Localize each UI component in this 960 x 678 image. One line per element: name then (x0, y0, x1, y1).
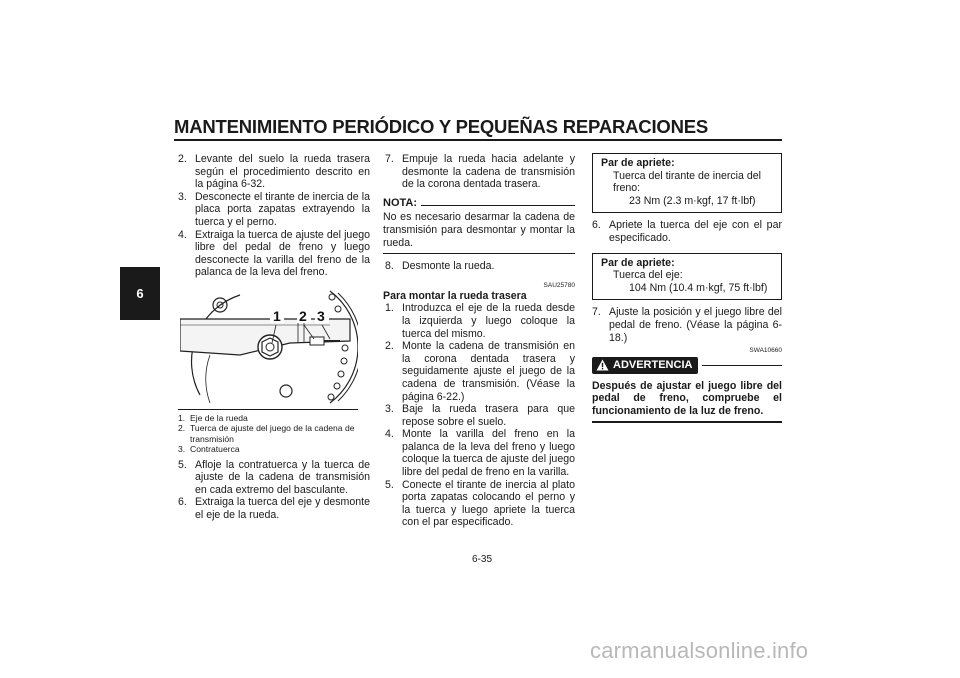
step-item (178, 496, 370, 521)
step-text: Baje la rueda trasera para que repose sobre el suelo. (402, 403, 575, 428)
torque-value: 23 Nm (2.3 m·kgf, 17 ft·lbf) (629, 194, 756, 207)
caption-number: 3. (178, 444, 186, 455)
step-number: 6. (592, 219, 601, 232)
step-text: Afloje la contratuerca y la tuerca de ajuste de la cadena de transmisión en cada extremo del basculante. (195, 458, 370, 496)
step-item (592, 306, 782, 344)
callout-2: 2 (299, 307, 307, 324)
warning-label: ADVERTENCIA (613, 359, 693, 372)
step-number: 2. (178, 153, 187, 165)
torque-description: Tuerca del tirante de inercia del freno: (613, 169, 762, 195)
torque-value: 104 Nm (10.4 m·kgf, 75 ft·lbf) (629, 281, 768, 294)
page-title: MANTENIMIENTO PERIÓDICO Y PEQUEÑAS REPARACIONES (174, 116, 709, 137)
step-text: Levante del suelo la rueda trasera según el procedimiento descrito en la página 6-32. (195, 153, 370, 191)
step-item (383, 153, 575, 191)
step-number: 4. (178, 228, 187, 241)
section-heading: Para montar la rueda trasera (383, 289, 527, 302)
note-header (383, 197, 575, 210)
step-text: Introduzca el eje de la rueda desde la izquierda y luego coloque la tuerca del mismo. (402, 302, 575, 340)
caption-text: Contratuerca (190, 444, 240, 455)
step-number: 1. (385, 302, 394, 315)
step-text: Extraiga la tuerca de ajuste del juego libre del pedal de freno y luego desconecte la varilla del freno de la palanca de la leva del freno. (195, 228, 370, 279)
step-text: Monte la varilla del freno en la palanca de la leva del freno y luego coloque la tuerca de ajuste del juego libre del pedal de freno en la varilla. (402, 428, 575, 479)
step-item (383, 479, 575, 529)
warning-code: SWA10660 (749, 347, 782, 355)
caption-number: 1. (178, 412, 186, 423)
callout-3: 3 (317, 307, 325, 324)
column-left (178, 153, 370, 522)
step-item (383, 302, 575, 340)
step-number: 4. (385, 428, 394, 441)
step-text: Empuje la rueda hacia adelante y desmonte la cadena de transmisión de la corona dentada trasera. (402, 153, 575, 191)
warning-header (592, 357, 782, 374)
step-number: 7. (592, 306, 601, 319)
step-item (383, 340, 575, 403)
caption-number: 2. (178, 423, 186, 434)
torque-spec-box (592, 153, 782, 213)
wheel-axle-diagram (180, 285, 358, 405)
step-item (383, 260, 575, 273)
step-item (592, 219, 782, 244)
step-number: 5. (178, 458, 187, 471)
figure-caption (178, 413, 370, 455)
column-middle (383, 153, 575, 529)
watermark: carmanualsonline.info (590, 638, 809, 663)
step-number: 6. (178, 496, 187, 509)
torque-label: Par de apriete: (601, 157, 675, 169)
warning-text: Después de ajustar el juego libre del pedal de freno, compruebe el funcionamiento de la luz de freno. (592, 379, 782, 417)
step-text: Ajuste la posición y el juego libre del pedal de freno. (Véase la página 6-18.) (609, 306, 782, 344)
step-item (178, 191, 370, 229)
step-number: 2. (385, 340, 394, 353)
step-text: Desconecte el tirante de inercia de la placa porta zapatas extrayendo la tuerca y el perno. (195, 190, 370, 228)
warning-triangle-icon (596, 359, 609, 371)
caption-text: Tuerca de ajuste del juego de la cadena de transmisión (190, 423, 355, 444)
section-code: SAU25780 (543, 281, 575, 289)
page-number: 6-35 (471, 554, 492, 565)
torque-description: Tuerca del eje: (613, 269, 683, 282)
step-item (383, 428, 575, 478)
warning-badge (592, 357, 698, 374)
step-number: 7. (385, 153, 394, 165)
step-item (178, 229, 370, 279)
figure-rule (178, 409, 358, 410)
step-number: 8. (385, 260, 394, 273)
torque-spec-box (592, 253, 782, 301)
step-text: Desmonte la rueda. (402, 260, 495, 273)
warning-rule (702, 365, 782, 366)
note-text: No es necesario desarmar la cadena de transmisión para desmontar y montar la rueda. (383, 211, 575, 249)
step-item (383, 403, 575, 428)
torque-label: Par de apriete: (601, 256, 675, 269)
callout-1: 1 (273, 307, 281, 324)
step-item (178, 153, 370, 191)
rear-wheel-illustration (180, 285, 358, 405)
step-text: Extraiga la tuerca del eje y desmonte el eje de la rueda. (195, 496, 370, 521)
step-item (178, 459, 370, 497)
chapter-tab: 6 (120, 267, 160, 320)
title-rule (174, 139, 782, 141)
caption-text: Eje de la rueda (190, 412, 248, 423)
note-end-rule (383, 253, 575, 254)
note-label: NOTA: (383, 196, 418, 209)
step-number: 3. (385, 403, 394, 416)
step-number: 3. (178, 190, 187, 203)
warning-end-rule (592, 421, 782, 423)
step-text: Conecte el tirante de inercia al plato porta zapatas colocando el perno y la tuerca y luego apriete la tuerca con el par especificado. (402, 478, 575, 529)
note-rule (421, 205, 575, 206)
step-text: Apriete la tuerca del eje con el par especificado. (609, 219, 782, 244)
step-number: 5. (385, 478, 394, 491)
column-right (592, 153, 782, 423)
step-text: Monte la cadena de transmisión en la corona dentada trasera y seguidamente ajuste el juego de la cadena de transmisión. (Véase la página 6-22.) (402, 340, 575, 403)
